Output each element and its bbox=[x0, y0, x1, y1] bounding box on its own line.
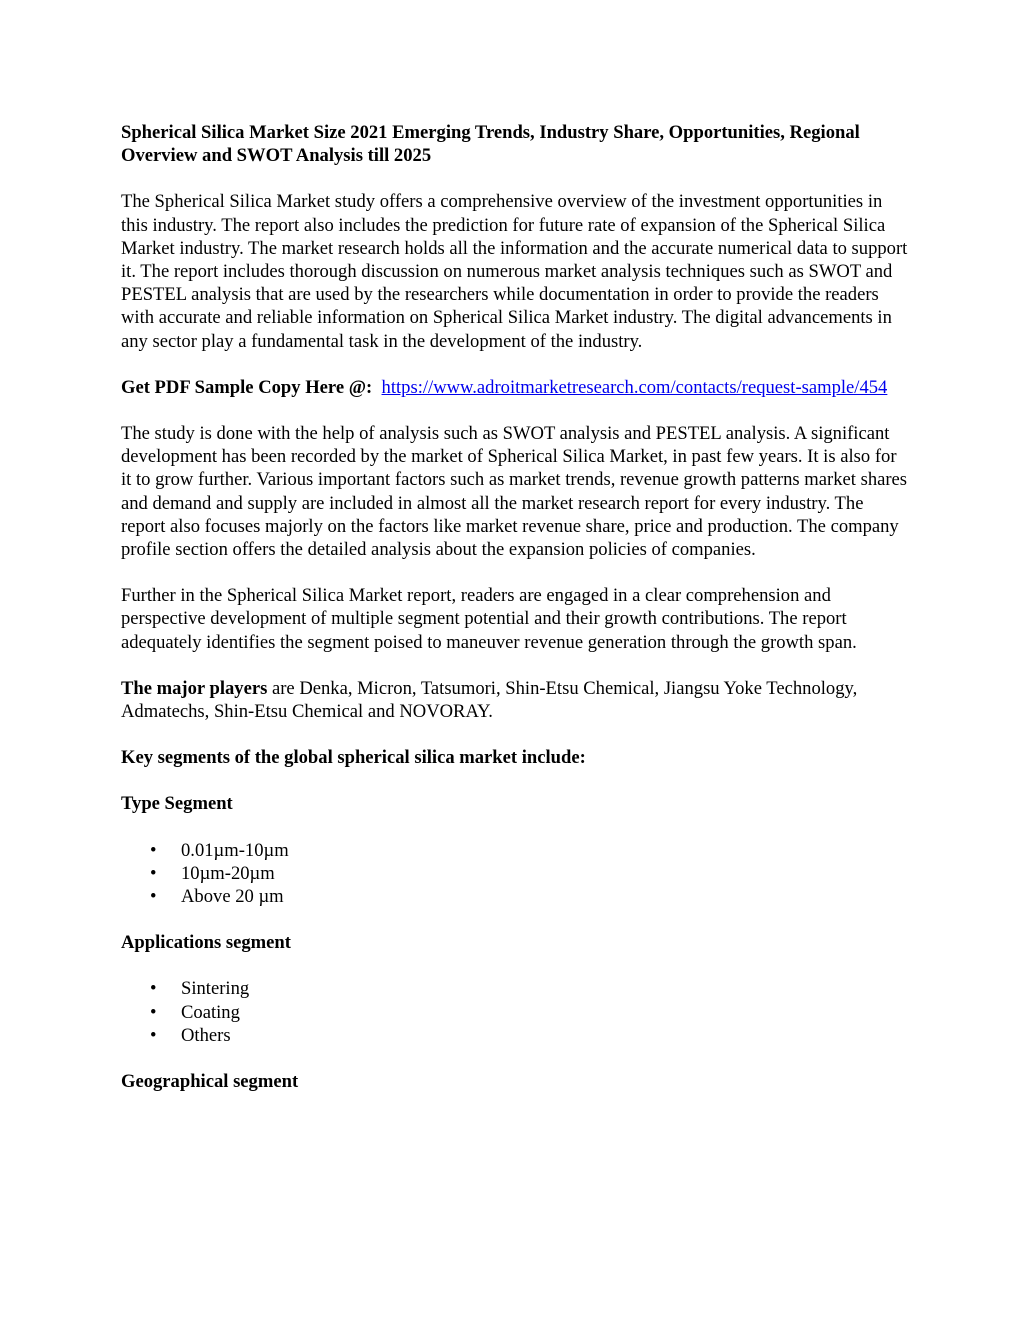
players-paragraph bbox=[121, 677, 911, 723]
list-item bbox=[121, 1024, 911, 1047]
study-paragraph: The study is done with the help of analysis such as SWOT analysis and PESTEL analysis. A significant development has been recorded by the market of Spherical Silica Market, in past few years. It is also for it to grow further. Various important factors such as market trends, revenue growth patterns market shares and demand and supply are included in almost all the market research report for every industry. The report also focuses majorly on the factors like market revenue share, price and production. The company profile section offers the detailed analysis about the expansion policies of companies. bbox=[121, 423, 908, 561]
players-text: are Denka, Micron, Tatsumori, Shin-Etsu Chemical, Jiangsu Yoke Technology, Admatechs, Shin-Etsu Chemical and NOVORAY. bbox=[121, 677, 858, 723]
bullet-icon: • bbox=[150, 1001, 157, 1023]
players-label: The major players bbox=[121, 677, 268, 699]
further-paragraph: Further in the Spherical Silica Market report, readers are engaged in a clear comprehension and perspective development of multiple segment potential and their growth contributions. The report adequately identifies the segment poised to maneuver revenue generation through the growth span. bbox=[121, 585, 857, 653]
geographical-segment-heading: Geographical segment bbox=[121, 1071, 299, 1093]
key-segments-heading: Key segments of the global spherical silica market include: bbox=[121, 747, 586, 769]
type-segment-list bbox=[121, 839, 911, 909]
list-item-text: 0.01µm-10µm bbox=[181, 839, 289, 861]
bullet-icon: • bbox=[150, 978, 157, 1000]
list-item bbox=[121, 1001, 911, 1024]
sample-label: Get PDF Sample Copy Here @: bbox=[121, 376, 373, 398]
sample-paragraph bbox=[121, 376, 911, 399]
bullet-icon: • bbox=[150, 886, 157, 908]
document-page bbox=[121, 121, 911, 1116]
intro-paragraph: The Spherical Silica Market study offers a comprehensive overview of the investment opportunities in this industry. The report also includes the prediction for future rate of expansion of the Spherical Silica Market industry. The market research holds all the information and the accurate numerical data to support it. The report includes thorough discussion on numerous market analysis techniques such as SWOT and PESTEL analysis that are used by the researchers while documentation in order to provide the readers with accurate and reliable information on Spherical Silica Market industry. The digital advancements in any sector play a fundamental task in the development of the industry. bbox=[121, 191, 908, 352]
bullet-icon: • bbox=[150, 839, 157, 861]
sample-link[interactable]: https://www.adroitmarketresearch.com/contacts/request-sample/454 bbox=[381, 376, 888, 398]
applications-segment-heading: Applications segment bbox=[121, 932, 291, 954]
list-item-text: 10µm-20µm bbox=[181, 862, 275, 884]
list-item bbox=[121, 862, 911, 885]
list-item-text: Sintering bbox=[181, 978, 250, 1000]
list-item bbox=[121, 885, 911, 908]
list-item bbox=[121, 977, 911, 1000]
applications-segment-list bbox=[121, 977, 911, 1047]
bullet-icon: • bbox=[150, 1024, 157, 1046]
type-segment-heading: Type Segment bbox=[121, 793, 233, 815]
list-item-text: Others bbox=[181, 1024, 231, 1046]
list-item-text: Above 20 µm bbox=[181, 886, 284, 908]
document-title: Spherical Silica Market Size 2021 Emerging Trends, Industry Share, Opportunities, Regional Overview and SWOT Analysis till 2025 bbox=[121, 122, 860, 167]
list-item-text: Coating bbox=[181, 1001, 240, 1023]
bullet-icon: • bbox=[150, 862, 157, 884]
list-item bbox=[121, 839, 911, 862]
